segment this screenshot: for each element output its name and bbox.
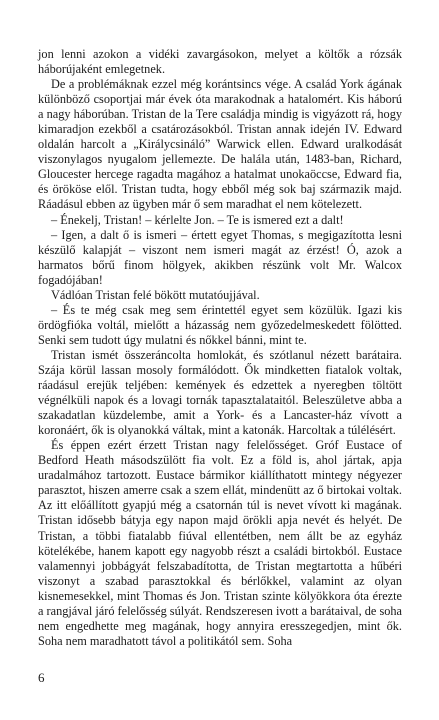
paragraph: Tristan ismét összeráncolta homlokát, és szótlanul nézett barátaira. Szája körül lassan mosoly formálódott. Ők mindketten fiatalok voltak, ráadásul erejük teljében: kemények és edzettek a nyeregben töltött végnélküli napok és a lovagi tornák tapasztalataitól. Beleszületve abba a szakadatlan küzdelembe, amit a York- és a Lancaster-ház vívott a koronáért, ők is olyanokká váltak, mint a katonák. Harcoltak a túlélésért. [38,347,402,438]
page-body [38,47,402,649]
paragraph: De a problémáknak ezzel még korántsincs vége. A család York ágának különböző csoportjai már évek óta marakodnak a hatalomért. Kis háború a nagy háborúban. Tristan de la Tere családja mindig is vigyázott rá, hogy kimaradjon ezekből a csatározásokból. Tristan annak idején IV. Edward oldalán harcolt a „Királycsináló” Warwick ellen. Edward uralkodását viszonylagos nyugalom jellemezte. De halála után, 1483-ban, Richard, Gloucester hercege ragadta magához a hatalmat unokaöccse, Edward fia, és örököse elől. Tristan tudta, hogy ebből még sok baj származik majd. Ráadásul ebben az ügyben már ő sem maradhat el nem kötelezett. [38,77,402,212]
page-number: 6 [38,670,45,685]
paragraph: – Igen, a dalt ő is ismeri – értett egyet Thomas, s megigazította lesni készülő kalapját – viszont nem ismeri magát az érzést! Ó, azok a harmatos bőrű finom hölgyek, akikben részünk volt Mr. Walcox fogadójában! [38,227,402,287]
paragraph: – És te még csak meg sem érintettél egyet sem közülük. Igazi kis ördögfióka voltál, mielőtt a házasság nem győzedelmeskedett fölötted. Senki sem tudott úgy mulatni és nőkkel bánni, mint te. [38,302,402,347]
paragraph: jon lenni azokon a vidéki zavargásokon, melyet a költők a rózsák háborújaként emlegetnek. [38,47,402,77]
paragraph: És éppen ezért érzett Tristan nagy felelősséget. Gróf Eustace of Bedford Heath másodszülött fia volt. Ez a föld is, ahol jártak, apja uradalmához tartozott. Eustace bármikor kiállíthatott mintegy négyezer parasztot, hiszen amerre csak a szem ellát, mindenütt az ő birtokai voltak. Az itt előállított gyapjú még a csatornán túl is nevet vívott ki magának. Tristan idősebb bátyja egy napon majd örökli apja nevét és helyét. De Tristan, a többi fiatalabb fiúval ellentétben, nem állt be az egyház kötelékébe, hanem kapott egy nagyobb részt a családi birtokból. Eustace valamennyi jobbágyát felszabadította, de Tristan megtartotta a hűbéri viszonyt a szabad parasztokkal és bérlőkkel, valamint az olyan kisnemesekkel, mint Thomas és Jon. Tristan szinte kölyökkora óta érezte a rangjával járó felelősség súlyát. Rendszeresen ivott a barátaival, de soha nem engedhette meg magának, hogy annyira eresszegedjen, mint ők. Soha nem maradhatott távol a politikától sem. Soha [38,438,402,648]
paragraph: – Énekelj, Tristan! – kérlelte Jon. – Te is ismered ezt a dalt! [51,212,344,227]
paragraph: Vádlóan Tristan felé bökött mutatóujjával. [51,287,260,302]
